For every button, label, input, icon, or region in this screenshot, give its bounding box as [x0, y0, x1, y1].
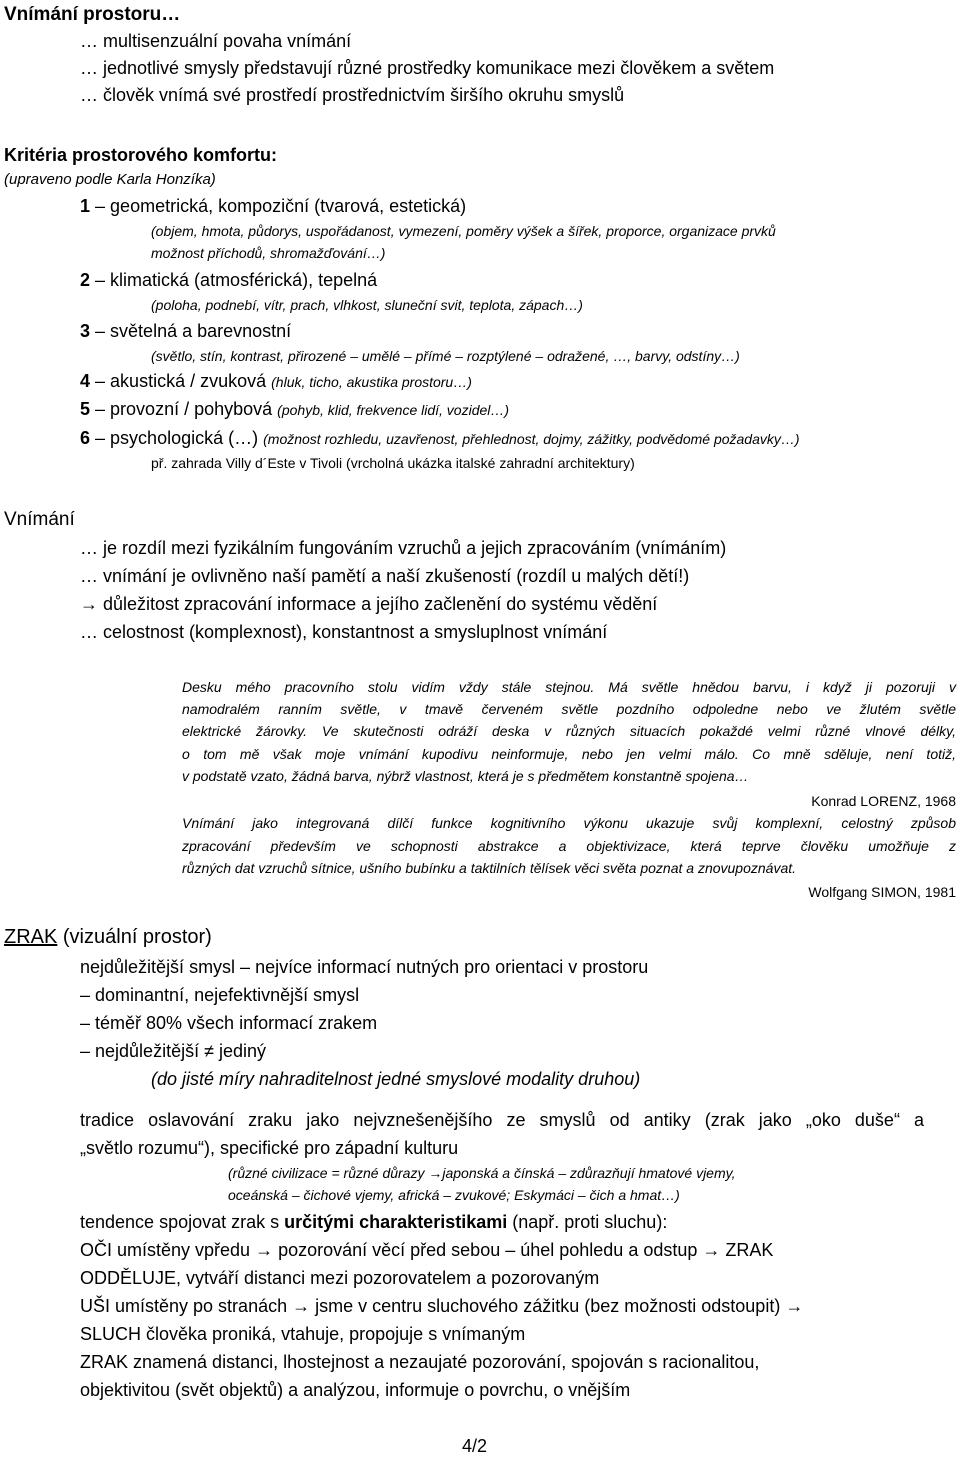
- zrak-note: (do jisté míry nahraditelnost jedné smyslové modality druhou): [151, 1069, 641, 1089]
- perception-line-1: … je rozdíl mezi fyzikálním fungováním vzruchů a jejich zpracováním (vnímáním): [80, 538, 727, 558]
- criteria-source: (upraveno podle Karla Honzíka): [4, 171, 216, 188]
- criterion-label: – světelná a barevnostní: [95, 321, 292, 341]
- quote-1-author: Konrad LORENZ, 1968: [811, 793, 956, 809]
- criterion-detail: (pohyb, klid, frekvence lidí, vozidel…): [277, 402, 510, 418]
- eyes-line-2: ODDĚLUJE, vytváří distanci mezi pozorovatelem a pozorovaným: [80, 1268, 600, 1288]
- intro-line-2: … jednotlivé smysly představují různé prostředky komunikace mezi člověkem a světem: [80, 58, 775, 78]
- criterion-label: – psychologická (…): [95, 428, 259, 448]
- distance-line-1: ZRAK znamená distanci, lhostejnost a nezaujaté pozorování, spojován s racionalitou,: [80, 1352, 760, 1372]
- criterion-number: 5: [80, 399, 91, 419]
- perception-line-2: … vnímání je ovlivněno naší pamětí a naší zkušeností (rozdíl u malých dětí!): [80, 566, 690, 586]
- quote-1-line-3: elektrické žárovky. Ve skutečnosti odráží deska v různých situacích pokaždé velmi různé vlnové délky,: [182, 723, 956, 739]
- criterion-4: [80, 371, 472, 392]
- perception-line-3: → důležitost zpracování informace a jejího začlenění do systému vědění: [80, 594, 658, 614]
- criterion-1-detail-2: možnost příchodů, shromažďování…): [151, 245, 386, 261]
- criterion-label: – provozní / pohybová: [95, 399, 273, 419]
- criterion-detail: (možnost rozhledu, uzavřenost, přehlednost, dojmy, zážitky, podvědomé požadavky…): [263, 431, 800, 447]
- criterion-1-detail-1: (objem, hmota, půdorys, uspořádanost, vymezení, poměry výšek a šířek, proporce, organizace prvků: [151, 223, 776, 239]
- intro-line-3: … člověk vnímá své prostředí prostřednictvím širšího okruhu smyslů: [80, 85, 625, 105]
- tendency-line: [80, 1212, 667, 1233]
- tendency-a: tendence spojovat zrak s: [80, 1212, 285, 1232]
- perception-title: Vnímání: [4, 509, 75, 530]
- criterion-number: 3: [80, 321, 91, 341]
- tendency-bold: určitými charakteristikami: [284, 1212, 508, 1232]
- section-title: Vnímání prostoru…: [4, 4, 181, 25]
- quote-2-line-3: různých dat vzruchů sítnice, ušního bubínku a taktilních tělísek věci světa poznat a znovupoznávat.: [182, 860, 797, 876]
- criteria-title: Kritéria prostorového komfortu:: [4, 145, 278, 165]
- zrak-title: [4, 926, 212, 949]
- criteria-example: př. zahrada Villy d´Este v Tivoli (vrcholná ukázka italské zahradní architektury): [151, 455, 635, 471]
- ears-line-1: UŠI umístěny po stranách → jsme v centru sluchového zážitku (bez možnosti odstoupit) →: [80, 1296, 804, 1316]
- zrak-title-rest: (vizuální prostor): [57, 926, 212, 948]
- zrak-line-3: – téměř 80% všech informací zrakem: [80, 1013, 378, 1033]
- quote-1-line-5: v podstatě vzato, žádná barva, nýbrž vlastnost, která je s předmětem konstantně spojena…: [182, 768, 749, 784]
- page-number: 4/2: [462, 1436, 488, 1456]
- criterion-3: [80, 321, 291, 342]
- criterion-number: 6: [80, 428, 91, 448]
- intro-line-1: … multisenzuální povaha vnímání: [80, 31, 352, 51]
- tradition-line-1: tradice oslavování zraku jako nejvznešenějšího ze smyslů od antiky (zrak jako „oko duše“ a: [80, 1110, 924, 1130]
- ears-line-2: SLUCH člověka proniká, vtahuje, propojuje s vnímaným: [80, 1324, 526, 1344]
- zrak-line-1: nejdůležitější smysl – nejvíce informací nutných pro orientaci v prostoru: [80, 957, 649, 977]
- quote-1-line-2: namodralém ranním světle, v tmavě červeném světle pozdního odpoledne nebo ve žlutém světle: [182, 701, 956, 717]
- tendency-c: (např. proti sluchu):: [507, 1212, 668, 1232]
- criterion-detail: (hluk, ticho, akustika prostoru…): [271, 374, 472, 390]
- quote-2-line-1: Vnímání jako integrovaná dílčí funkce kognitivního výkonu ukazuje svůj komplexní, celostný způsob: [182, 815, 956, 831]
- quote-2-line-2: zpracování především ve schopnosti abstrakce a objektivizace, která teprve člověku umožňuje z: [182, 838, 956, 854]
- quote-2-author: Wolfgang SIMON, 1981: [808, 884, 956, 900]
- zrak-title-underlined: ZRAK: [4, 926, 58, 948]
- criterion-6: [80, 428, 800, 449]
- criterion-5: [80, 399, 509, 420]
- civilizations-line-1: (různé civilizace = různé důrazy →japonská a čínská – zdůrazňují hmatové vjemy,: [228, 1165, 736, 1181]
- criterion-2: [80, 270, 377, 291]
- criterion-number: 1: [80, 196, 91, 216]
- criterion-number: 2: [80, 270, 91, 290]
- criterion-3-detail: (světlo, stín, kontrast, přirozené – umělé – přímé – rozptýlené – odražené, …, barvy, odstíny…): [151, 348, 740, 364]
- quote-1-line-1: Desku mého pracovního stolu vidím vždy stále stejnou. Má světle hnědou barvu, i když ji pozoruji v: [182, 679, 956, 695]
- criterion-2-detail: (poloha, podnebí, vítr, prach, vlhkost, sluneční svit, teplota, zápach…): [151, 297, 583, 313]
- eyes-line-1: OČI umístěny vpředu → pozorování věcí před sebou – úhel pohledu a odstup → ZRAK: [80, 1240, 774, 1260]
- zrak-line-2: – dominantní, nejefektivnější smysl: [80, 985, 360, 1005]
- criterion-1: [80, 196, 466, 217]
- civilizations-line-2: oceánská – čichové vjemy, africká – zvukové; Eskymáci – čich a hmat…): [228, 1187, 680, 1203]
- criterion-number: 4: [80, 371, 91, 391]
- tradition-line-2: „světlo rozumu“), specifické pro západní kulturu: [80, 1138, 459, 1158]
- zrak-line-4: – nejdůležitější ≠ jediný: [80, 1041, 266, 1061]
- criterion-label: – geometrická, kompoziční (tvarová, estetická): [95, 196, 467, 216]
- criterion-label: – akustická / zvuková: [95, 371, 267, 391]
- quote-1-line-4: o tom mě však moje vnímání kupodivu neinformuje, nebo jen velmi málo. Co mně sděluje, není totiž,: [182, 746, 956, 762]
- distance-line-2: objektivitou (svět objektů) a analýzou, informuje o povrchu, o vnějším: [80, 1380, 631, 1400]
- criterion-label: – klimatická (atmosférická), tepelná: [95, 270, 378, 290]
- perception-line-4: … celostnost (komplexnost), konstantnost a smysluplnost vnímání: [80, 622, 608, 642]
